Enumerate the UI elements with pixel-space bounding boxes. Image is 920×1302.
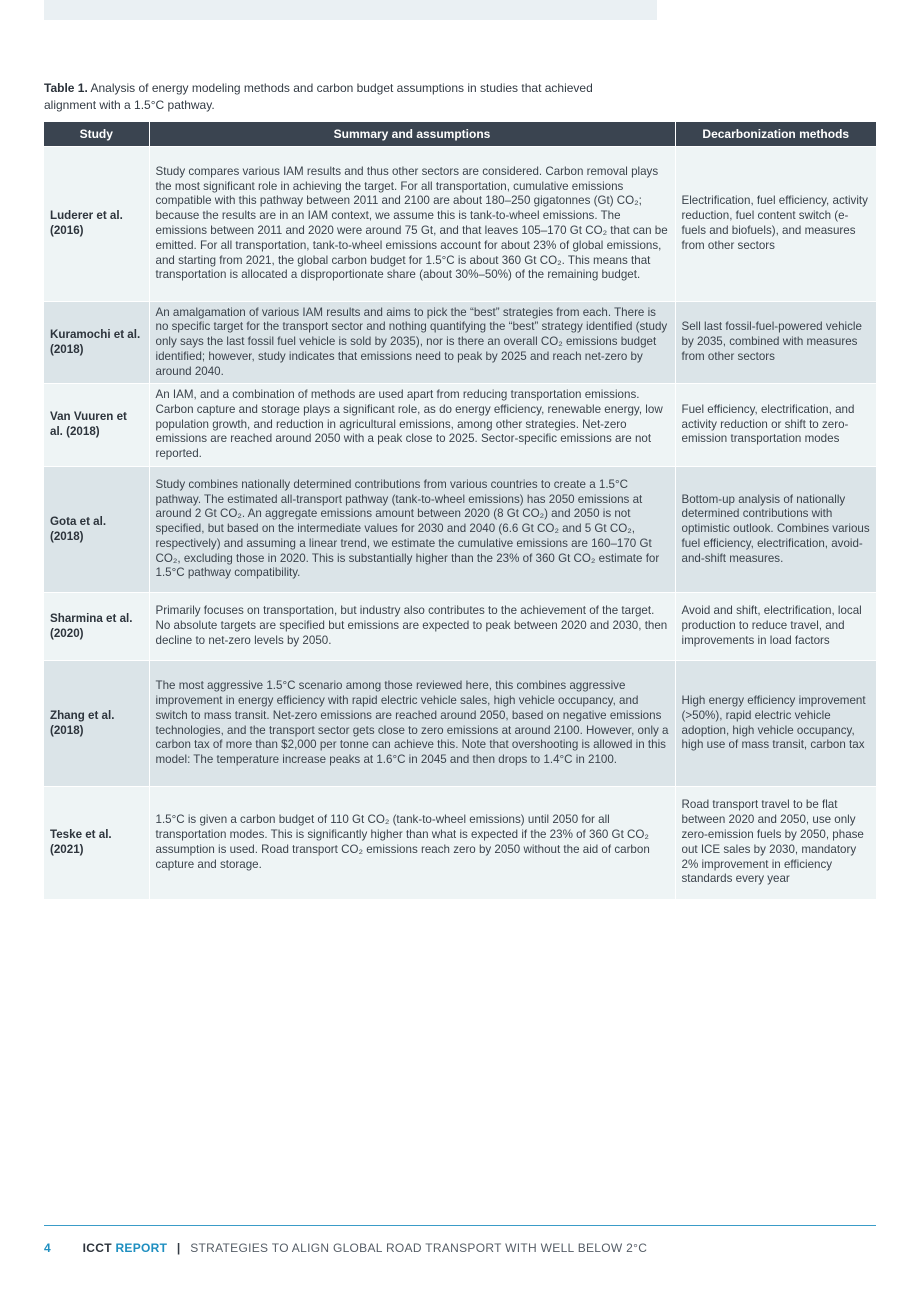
- table-row: [44, 787, 876, 899]
- summary-cell: Study combines nationally determined contributions from various countries to create a 1.5°C pathway. The estimated all-transport pathway (tank-to-wheel emissions) has 2050 emissions at around 2 Gt CO₂. An aggregate emissions amount between 2020 (8 Gt CO₂) and 2050 is not specified, but based on the intermediate values for 2030 and 2040 (6.6 Gt CO₂ and 5 Gt CO₂, respectively) and assuming a linear trend, we estimate the cumulative emissions are 160–170 Gt CO₂, excluding those in 2020. This is substantially higher than the 23% of 360 Gt CO₂ estimate for 1.5°C pathway compatibility.: [149, 467, 675, 593]
- footer-separator: |: [176, 1241, 181, 1255]
- page-footer: [44, 1241, 647, 1255]
- summary-cell: Study compares various IAM results and thus other sectors are considered. Carbon removal plays the most significant role in achieving the target. For all transportation, cumulative emissions compatible with this pathway between 2011 and 2100 are about 180–250 gigatonnes (Gt) CO₂; because the results are in an IAM context, we assume this is tank-to-wheel emissions. The emissions between 2011 and 2020 were around 75 Gt, and that leaves 105–170 Gt CO₂ that can be emitted. For all transportation, tank-to-wheel emissions account for about 23% of global emissions, and starting from 2021, the global carbon budget for 1.5°C is about 360 Gt CO₂. This means that transportation is allocated a disproportionate share (about 30%–50%) of the remaining budget.: [149, 147, 675, 302]
- study-cell: Zhang et al. (2018): [44, 661, 149, 787]
- study-cell: Luderer et al. (2016): [44, 147, 149, 302]
- table-caption: [44, 80, 644, 114]
- summary-cell: An amalgamation of various IAM results and aims to pick the “best” strategies from each. There is no specific target for the transport sector and nothing quantifying the “best” strategy identified (study only says the last fossil fuel vehicle is sold by 2035), nor is there an overall CO₂ emissions budget identified; however, study indicates that emissions need to peak by 2025 and reach net-zero by around 2040.: [149, 302, 675, 384]
- footer-divider: [44, 1225, 876, 1226]
- table-caption-label: Table 1.: [44, 81, 88, 95]
- methods-cell: Fuel efficiency, electrification, and activity reduction or shift to zero-emission transportation modes: [675, 384, 876, 467]
- studies-table: [44, 122, 876, 899]
- table-header-row: [44, 122, 876, 147]
- footer-org: ICCT: [82, 1241, 112, 1255]
- study-cell: Teske et al. (2021): [44, 787, 149, 899]
- study-cell: Van Vuuren et al. (2018): [44, 384, 149, 467]
- study-cell: Kuramochi et al. (2018): [44, 302, 149, 384]
- table-row: [44, 593, 876, 661]
- page-number: 4: [44, 1241, 51, 1255]
- footer-title: STRATEGIES TO ALIGN GLOBAL ROAD TRANSPORT WITH WELL BELOW 2°C: [190, 1241, 648, 1255]
- summary-cell: The most aggressive 1.5°C scenario among those reviewed here, this combines aggressive improvement in energy efficiency with rapid electric vehicle sales, high vehicle occupancy, and switch to mass transit. Net-zero emissions are reached around 2050, based on negative emissions technologies, and the transport sector gets close to zero emissions at around 2100. However, only a carbon tax of more than $2,000 per tonne can achieve this. Note that overshooting is allowed in this model: The temperature increase peaks at 1.6°C in 2045 and then drops to 1.4°C in 2100.: [149, 661, 675, 787]
- study-cell: Sharmina et al. (2020): [44, 593, 149, 661]
- header-study: Study: [44, 122, 149, 147]
- header-methods: Decarbonization methods: [675, 122, 876, 147]
- methods-cell: Electrification, fuel efficiency, activity reduction, fuel content switch (e-fuels and biofuels), and measures from other sectors: [675, 147, 876, 302]
- table-row: [44, 302, 876, 384]
- methods-cell: Road transport travel to be flat between 2020 and 2050, use only zero-emission fuels by 2050, phase out ICE sales by 2030, mandatory 2% improvement in efficiency standards every year: [675, 787, 876, 899]
- footer-doc-type: REPORT: [115, 1241, 168, 1255]
- table-row: [44, 661, 876, 787]
- header-band: [44, 0, 657, 20]
- summary-cell: Primarily focuses on transportation, but industry also contributes to the achievement of the target. No absolute targets are specified but emissions are expected to peak between 2020 and 2030, then decline to net-zero levels by 2050.: [149, 593, 675, 661]
- table-caption-text: Analysis of energy modeling methods and carbon budget assumptions in studies that achieved alignment with a 1.5°C pathway.: [44, 81, 593, 112]
- summary-cell: An IAM, and a combination of methods are used apart from reducing transportation emissions. Carbon capture and storage plays a significant role, as do energy efficiency, renewable energy, low population growth, and reduction in agricultural emissions, among other strategies. Net-zero emissions are reached around 2050 with a peak close to 2025. Sector-specific emissions are not reported.: [149, 384, 675, 467]
- methods-cell: Avoid and shift, electrification, local production to reduce travel, and improvements in load factors: [675, 593, 876, 661]
- table-row: [44, 467, 876, 593]
- methods-cell: High energy efficiency improvement (>50%), rapid electric vehicle adoption, high vehicle occupancy, high use of mass transit, carbon tax: [675, 661, 876, 787]
- summary-cell: 1.5°C is given a carbon budget of 110 Gt CO₂ (tank-to-wheel emissions) until 2050 for all transportation modes. This is significantly higher than what is expected if the 23% of 360 Gt CO₂ assumption is used. Road transport CO₂ emissions reach zero by 2050 without the aid of carbon capture and storage.: [149, 787, 675, 899]
- methods-cell: Sell last fossil-fuel-powered vehicle by 2035, combined with measures from other sectors: [675, 302, 876, 384]
- methods-cell: Bottom-up analysis of nationally determined contributions with optimistic outlook. Combines various fuel efficiency, electrification, avoid-and-shift measures.: [675, 467, 876, 593]
- header-summary: Summary and assumptions: [149, 122, 675, 147]
- table-row: [44, 147, 876, 302]
- study-cell: Gota et al. (2018): [44, 467, 149, 593]
- table-row: [44, 384, 876, 467]
